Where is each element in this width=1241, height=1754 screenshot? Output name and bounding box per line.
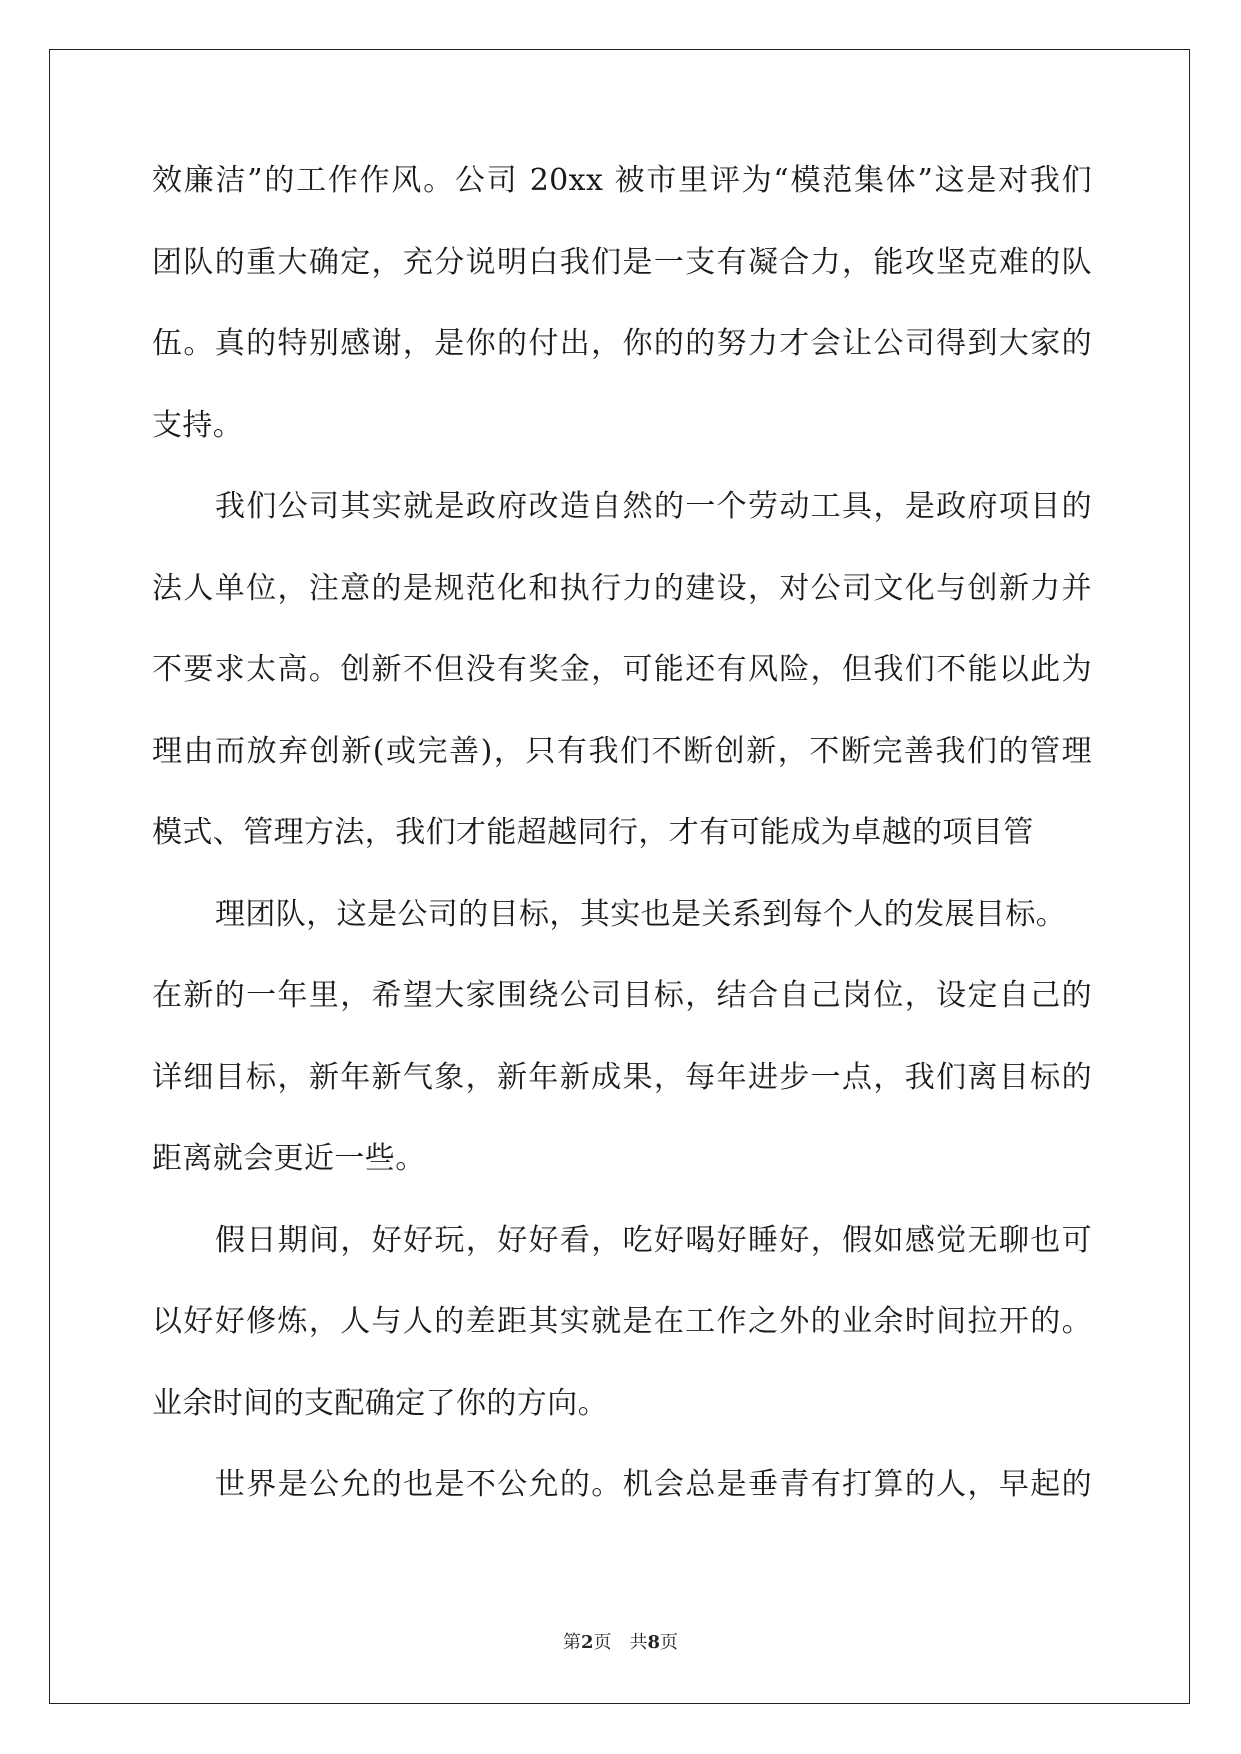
text-line: 团队的重大确定，充分说明白我们是一支有凝合力，能攻坚克难的队 [152, 244, 1092, 280]
total-suffix: 页 [660, 1632, 679, 1653]
page-total: 8 [647, 1632, 661, 1653]
text-line: 伍。真的特别感谢，是你的付出，你的的努力才会让公司得到大家的 [152, 326, 1092, 361]
page-footer [0, 1628, 1241, 1654]
text-line: 以好好修炼，人与人的差距其实就是在工作之外的业余时间拉开的。 [152, 1304, 1092, 1339]
text-line: 假日期间，好好玩，好好看，吃好喝好睡好，假如感觉无聊也可 [215, 1222, 1092, 1258]
text-line: 模式、管理方法，我们才能超越同行，才有可能成为卓越的项目管 [152, 815, 1034, 850]
text-line: 在新的一年里，希望大家围绕公司目标，结合自己岗位，设定自己的 [152, 978, 1092, 1013]
page-suffix: 页 [593, 1632, 612, 1653]
text-line: 法人单位，注意的是规范化和执行力的建设，对公司文化与创新力并 [152, 570, 1092, 606]
text-line: 理团队，这是公司的目标，其实也是关系到每个人的发展目标。 [215, 896, 1067, 932]
text-line: 世界是公允的也是不公允的。机会总是垂青有打算的人，早起的 [215, 1467, 1092, 1502]
text-line: 理由而放弃创新(或完善)，只有我们不断创新，不断完善我们的管理 [152, 733, 1092, 769]
document-body [152, 140, 1092, 1526]
text-line: 我们公司其实就是政府改造自然的一个劳动工具，是政府项目的 [215, 489, 1092, 524]
text-line: 距离就会更近一些。 [152, 1141, 426, 1176]
total-prefix: 共 [629, 1632, 648, 1653]
page-current: 2 [580, 1632, 594, 1653]
text-line: 业余时间的支配确定了你的方向。 [152, 1385, 608, 1421]
text-line: 不要求太高。创新不但没有奖金，可能还有风险，但我们不能以此为 [152, 652, 1092, 687]
text-line: 详细目标，新年新气象，新年新成果，每年进步一点，我们离目标的 [152, 1059, 1092, 1095]
page-prefix: 第 [562, 1632, 581, 1653]
text-line: 支持。 [152, 407, 244, 443]
text-line: 效廉洁”的工作作风。公司 20xx 被市里评为“模范集体”这是对我们 [152, 163, 1092, 198]
